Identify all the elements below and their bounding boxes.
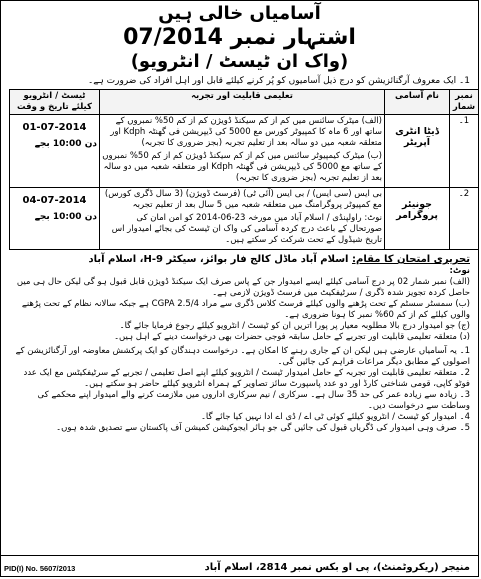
table-row xyxy=(10,188,479,250)
interview-date: 04-07-2014 xyxy=(22,195,87,206)
header-post: نام آسامی xyxy=(385,90,450,115)
footer-address: منیجر (ریکروٹمنٹ)، پی او بکس نمبر 2814، اسلام آباد xyxy=(204,562,470,573)
table-row xyxy=(10,115,479,188)
note-item: (الف) نمبر شمار 02 پر درج آسامی کیلئے ایسے امیدوار جن کے پاس صرف ایک سیکنڈ ڈویژن قابل قبول ہو گی لیکن حال ہی میں حاصل کردہ تجویز شدہ ڈگری / سرٹیفکیٹ میں فرسٹ ڈویژن لازمی ہے۔ xyxy=(16,277,470,298)
condition-item: 4۔ امیدوار کو ٹیسٹ / انٹرویو کیلئے کوئی ٹی اے / ڈی اے ادا نہیں کیا جائے گا۔ xyxy=(200,412,470,422)
qualification-b: (ب) میٹرک کیمپیوٹر سائنس میں کم از کم سیکنڈ ڈویژن کم از کم 50% نمبروں کے ساتھ مع 5000 کی ڈیپریشن فی گھنٹہ Kdph اور متعلقہ شعبہ میں دو سالہ بعد از تعلیم تجربہ (بجز ضروری کا تجربہ) xyxy=(102,151,382,183)
qualification-note: نوٹ: راولپنڈی / اسلام آباد میں مورخہ 23-06-2014 کو امن امان کی صورتحال کے باعث درج کردہ آسامی کی واک ان ٹیسٹ کی بجائے امیدوار اس تاریخ شیڈول کے تحت شرکت کر سکتے ہیں۔ xyxy=(111,213,382,245)
interview-time: دن 10:00 بجے xyxy=(34,139,97,149)
condition-item: 3۔ زیادہ سے زیادہ عمر کی حد 35 سال ہے۔ سرکاری / نیم سرکاری اداروں میں ملازمت کرنے والے امیدوار اپنے محکمے کی وساطت سے درخواست دیں۔ xyxy=(37,390,470,411)
page-title: آسامیاں خالی ہیں xyxy=(158,3,321,24)
condition-item: 5۔ صرف وہی امیدوار کی ڈگریاں قبول کی جائیں گی جو ہائر ایجوکیشن کمیشن آف پاکستان سے تصدیق شدہ ہوں۔ xyxy=(56,423,470,433)
note-item: (ج) جو امیدوار درج بالا مطلوبہ معیار پر پورا اتریں ان کو ٹیسٹ / انٹرویو کیلئے رجوع فرمایا جائے گا۔ xyxy=(119,321,470,331)
header-qualification: تعلیمی قابلیت اور تجربہ xyxy=(100,90,385,115)
interview-type-heading: (واک ان ٹیسٹ / انٹرویو) xyxy=(130,51,349,72)
condition-item: 1۔ یہ آسامیاں عارضی ہیں لیکن ان کے جاری رہنے کا امکان ہے۔ درخواست دہندگان کو ایک پرکشش معاوضہ اور آرگنائزیشن کے اصولوں کے مطابق دیگر مراعات فراہم کی جائیں گی۔ xyxy=(15,346,470,367)
note-item: (د) متعلقہ تعلیمی قابلیت اور تجربے کے حامل سابقہ فوجی حضرات بھی درخواست دینے کے اہل ہیں۔ xyxy=(114,332,470,342)
qualification-a: بی ایس (سی ایس) / بی ایس (آئی ٹی) (فرسٹ ڈویژن) (3 سال ڈگری کورس) مع کمپیوٹر پروگرامنگ میں متعلقہ شعبہ میں 5 سال بعد از تعلیم تجربہ xyxy=(104,189,382,210)
venue-text: اسلام آباد ماڈل کالج فار بوائز، سیکٹر H-9، اسلام آباد xyxy=(88,254,349,265)
row-sn: 2۔ xyxy=(450,188,479,250)
venue-heading: تحریری امتحان کا مقام: xyxy=(351,254,470,265)
header-date: ٹیسٹ / انٹرویو کیلئے تاریخ و وقت xyxy=(10,90,100,115)
conditions-list xyxy=(9,346,470,434)
row-sn: 1۔ xyxy=(450,115,479,188)
intro-paragraph: 1۔ ایک معروف آرگنائزیشن کو درج ذیل آسامیوں کو پُر کرنے کیلئے قابل اور اہل افراد کی ضرورت ہے۔ xyxy=(87,76,470,86)
post-name: جونیئر پروگرامر xyxy=(396,199,438,221)
interview-date: 01-07-2014 xyxy=(22,122,87,133)
header-sn: نمبر شمار xyxy=(450,90,479,115)
notes-label: نوٹ: xyxy=(449,266,470,276)
notes-block xyxy=(9,266,470,343)
post-name: ڈیٹا انٹری آپریٹر xyxy=(395,126,439,148)
jobs-table xyxy=(9,89,479,250)
footer xyxy=(1,555,478,576)
condition-item: 2۔ متعلقہ تعلیمی قابلیت اور تجربہ کے حامل امیدوار ٹیسٹ / انٹرویو کیلئے اپنے اصل تعلیمی / تجربے کے سرٹیفکیٹس مع ایک عدد فوٹو کاپی، قومی شناختی کارڈ اور دو عدد پاسپورٹ سائز تصاویر کے ہمراہ انٹرویو کیلئے حاضر ہو سکتے ہیں۔ xyxy=(23,368,470,389)
venue-block xyxy=(9,254,470,265)
qualification-a: (الف) میٹرک سائنس میں کم از کم سیکنڈ ڈویژن کم از کم 50% نمبروں کے ساتھ اور 6 ماہ کا کمپیوٹر کورس مع 5000 کی ڈیپریشن فی گھنٹہ Kdph اور متعلقہ شعبہ میں دو سالہ بعد از تعلیم تجربہ (بجز ضروری کا تجربہ) xyxy=(110,116,382,148)
pid-number: PID(I) No. 5607/2013 xyxy=(4,564,76,573)
table-header-row xyxy=(10,90,479,115)
note-item: (ب) سمسٹر سسٹم کے تحت پڑھنے والوں کیلئے فرسٹ کلاس ڈگری سے مراد CGPA 2.5/4 ہے جبکہ سالانہ نظام کے تحت پڑھنے والوں کیلئے کم از کم 60% نمبر کا ہونا ضروری ہے۔ xyxy=(21,299,470,320)
interview-time: دن 10:00 بجے xyxy=(34,212,97,222)
ad-number-heading: اشتہار نمبر 07/2014 xyxy=(123,25,356,50)
